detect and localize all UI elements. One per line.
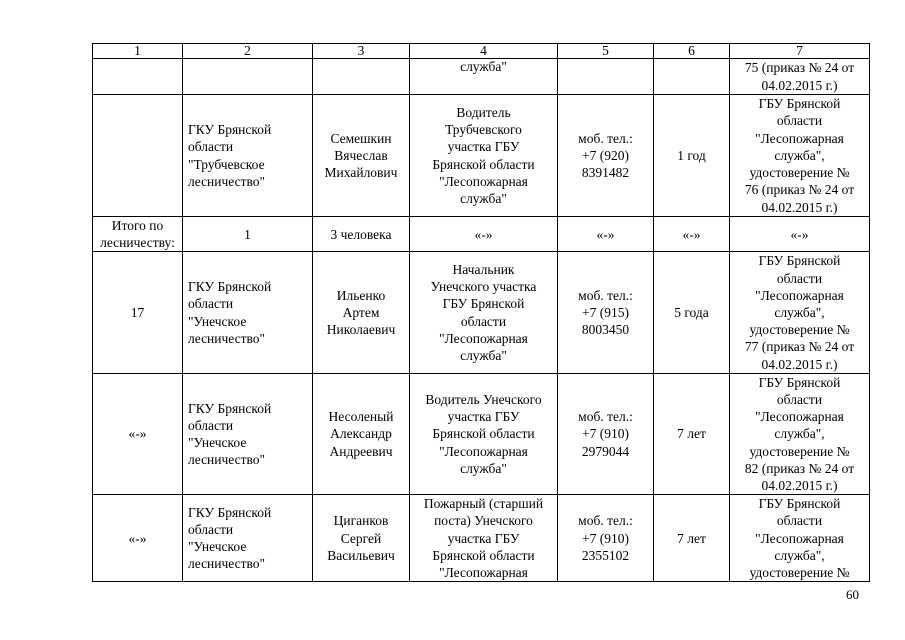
- certificate-line: удостоверение №: [749, 165, 850, 181]
- forestry-cell: [183, 252, 313, 373]
- name-line: Васильевич: [327, 547, 395, 563]
- certificate-line: ГБУ Брянской: [758, 496, 841, 512]
- position-line: "Лесопожарная: [439, 565, 528, 581]
- experience-cell: 5 года: [654, 252, 730, 373]
- phone-line: моб. тел.:: [578, 409, 633, 425]
- page-number: 60: [846, 587, 859, 602]
- experience-cell: 1 год: [654, 95, 730, 217]
- total-label-cell: [93, 217, 183, 252]
- position-line: Брянской области: [432, 156, 535, 172]
- column-number: 4: [410, 44, 558, 59]
- position-cell: [410, 252, 558, 373]
- certificate-line: 04.02.2015 г.): [761, 199, 838, 215]
- position-cell: [410, 59, 558, 95]
- table-row: [93, 373, 870, 494]
- empty-cell: [93, 59, 183, 95]
- position-line: Пожарный (старший: [423, 496, 544, 512]
- certificate-line: служба",: [774, 305, 825, 321]
- forestry-line: лесничество": [188, 173, 266, 189]
- name-cell: [313, 373, 410, 494]
- row-number-cell: [93, 95, 183, 217]
- name-line: Сергей: [340, 530, 382, 546]
- certificate-line: 04.02.2015 г.): [761, 478, 838, 494]
- certificate-line: служба",: [774, 426, 825, 442]
- phone-line: моб. тел.:: [578, 513, 633, 529]
- phone-line: 8391482: [581, 165, 630, 181]
- forestry-cell: [183, 495, 313, 582]
- phone-line: 8003450: [581, 322, 630, 338]
- certificate-line: области: [776, 513, 823, 529]
- certificate-line: "Лесопожарная: [755, 130, 844, 146]
- position-line: поста) Унечского: [434, 513, 533, 529]
- phone-line: моб. тел.:: [578, 287, 633, 303]
- certificate-line: "Лесопожарная: [755, 287, 844, 303]
- table-row: [93, 495, 870, 582]
- certificate-line: 77 (приказ № 24 от: [744, 339, 855, 355]
- forestry-line: лесничество": [188, 452, 266, 468]
- empty-cell: [313, 59, 410, 95]
- row-number-cell: «-»: [93, 495, 183, 582]
- phone-line: +7 (910): [582, 530, 629, 546]
- position-line: Брянской области: [432, 426, 535, 442]
- name-line: Андреевич: [329, 443, 393, 459]
- column-number: 6: [654, 44, 730, 59]
- position-cell: [410, 495, 558, 582]
- position-line: Водитель Унечского: [425, 392, 542, 408]
- position-cell: [410, 95, 558, 217]
- phone-cell: [558, 495, 654, 582]
- forestry-line: ГКУ Брянской: [188, 504, 272, 520]
- position-cell: [410, 373, 558, 494]
- certificate-line: служба",: [774, 547, 825, 563]
- certificate-line: 04.02.2015 г.): [761, 77, 838, 93]
- position-line: ГБУ Брянской: [442, 296, 525, 312]
- certificate-line: удостоверение №: [749, 565, 850, 581]
- table-row: [93, 252, 870, 373]
- position-line: служба": [460, 190, 507, 206]
- column-number: 3: [313, 44, 410, 59]
- phone-cell: [558, 95, 654, 217]
- name-cell: [313, 495, 410, 582]
- name-line: Николаевич: [326, 322, 396, 338]
- total-label-line: Итого по: [111, 218, 164, 233]
- name-line: Несоленый: [328, 409, 394, 425]
- ditto-cell: «-»: [730, 217, 870, 252]
- certificate-line: 82 (приказ № 24 от: [744, 460, 855, 476]
- row-number-cell: «-»: [93, 373, 183, 494]
- continuation-row: [93, 59, 870, 95]
- forestry-line: области: [188, 296, 234, 312]
- position-line: "Лесопожарная: [439, 173, 528, 189]
- forestry-line: области: [188, 522, 234, 538]
- name-line: Ильенко: [336, 287, 386, 303]
- certificate-cell: [730, 252, 870, 373]
- forestry-line: области: [188, 417, 234, 433]
- position-line: Начальник: [452, 262, 515, 277]
- forestry-line: "Унечское: [188, 313, 247, 329]
- position-line: Брянской области: [432, 547, 535, 563]
- forestry-line: лесничество": [188, 556, 266, 572]
- certificate-line: области: [776, 270, 823, 286]
- name-line: Александр: [330, 426, 392, 442]
- position-line: участка ГБУ: [447, 530, 520, 546]
- certificate-line: ГБУ Брянской: [758, 253, 841, 269]
- position-line: служба": [460, 58, 507, 74]
- position-line: Трубчевского: [445, 122, 522, 138]
- ditto-cell: «-»: [558, 217, 654, 252]
- experience-cell: 7 лет: [654, 495, 730, 582]
- certificate-line: "Лесопожарная: [755, 530, 844, 546]
- forestry-line: лесничество": [188, 330, 266, 346]
- column-number: 7: [730, 44, 870, 59]
- column-number: 5: [558, 44, 654, 59]
- column-number-row: [93, 44, 870, 59]
- forestry-line: "Унечское: [188, 435, 247, 451]
- certificate-line: ГБУ Брянской: [758, 96, 841, 112]
- column-number: 1: [93, 44, 183, 59]
- phone-line: 2355102: [581, 547, 630, 563]
- ditto-cell: «-»: [654, 217, 730, 252]
- forestry-line: ГКУ Брянской: [188, 122, 272, 138]
- name-line: Циганков: [333, 513, 389, 529]
- position-line: Унечского участка: [430, 279, 537, 295]
- certificate-line: "Лесопожарная: [755, 409, 844, 425]
- certificate-cell: [730, 59, 870, 95]
- phone-line: +7 (915): [582, 305, 629, 321]
- position-line: Водитель: [456, 104, 511, 120]
- phone-line: +7 (910): [582, 426, 629, 442]
- phone-line: +7 (920): [582, 147, 629, 163]
- name-cell: [313, 95, 410, 217]
- table-row: [93, 95, 870, 217]
- total-people-cell: 3 человека: [313, 217, 410, 252]
- ditto-cell: «-»: [410, 217, 558, 252]
- position-line: области: [460, 313, 507, 329]
- forestry-cell: [183, 95, 313, 217]
- forestry-line: области: [188, 139, 234, 155]
- certificate-cell: [730, 373, 870, 494]
- column-number: 2: [183, 44, 313, 59]
- certificate-line: 76 (приказ № 24 от: [744, 182, 855, 198]
- name-line: Вячеслав: [334, 147, 388, 163]
- personnel-table: [92, 43, 870, 582]
- certificate-line: служба",: [774, 147, 825, 163]
- certificate-line: 04.02.2015 г.): [761, 356, 838, 372]
- name-line: Михайлович: [324, 165, 398, 181]
- forestry-cell: [183, 373, 313, 494]
- forestry-line: "Унечское: [188, 539, 247, 555]
- certificate-line: области: [776, 392, 823, 408]
- position-line: служба": [460, 348, 507, 364]
- certificate-line: 75 (приказ № 24 от: [744, 60, 855, 76]
- certificate-line: области: [776, 113, 823, 129]
- row-number-cell: 17: [93, 252, 183, 373]
- experience-cell: 7 лет: [654, 373, 730, 494]
- forestry-line: "Трубчевское: [188, 156, 265, 172]
- forestry-line: ГКУ Брянской: [188, 279, 272, 295]
- phone-line: 2979044: [581, 443, 630, 459]
- position-line: служба": [460, 460, 507, 476]
- position-line: "Лесопожарная: [439, 330, 528, 346]
- certificate-cell: [730, 495, 870, 582]
- empty-cell: [183, 59, 313, 95]
- name-line: Артем: [342, 305, 380, 321]
- total-row: [93, 217, 870, 252]
- position-line: участка ГБУ: [447, 139, 520, 155]
- phone-cell: [558, 373, 654, 494]
- forestry-line: ГКУ Брянской: [188, 400, 272, 416]
- certificate-cell: [730, 95, 870, 217]
- phone-line: моб. тел.:: [578, 130, 633, 146]
- empty-cell: [558, 59, 654, 95]
- total-count-cell: 1: [183, 217, 313, 252]
- position-line: участка ГБУ: [447, 409, 520, 425]
- empty-cell: [654, 59, 730, 95]
- certificate-line: ГБУ Брянской: [758, 374, 841, 390]
- name-line: Семешкин: [330, 130, 392, 146]
- position-line: "Лесопожарная: [439, 443, 528, 459]
- certificate-line: удостоверение №: [749, 322, 850, 338]
- phone-cell: [558, 252, 654, 373]
- certificate-line: удостоверение №: [749, 443, 850, 459]
- total-label-line: лесничеству:: [100, 235, 175, 251]
- name-cell: [313, 252, 410, 373]
